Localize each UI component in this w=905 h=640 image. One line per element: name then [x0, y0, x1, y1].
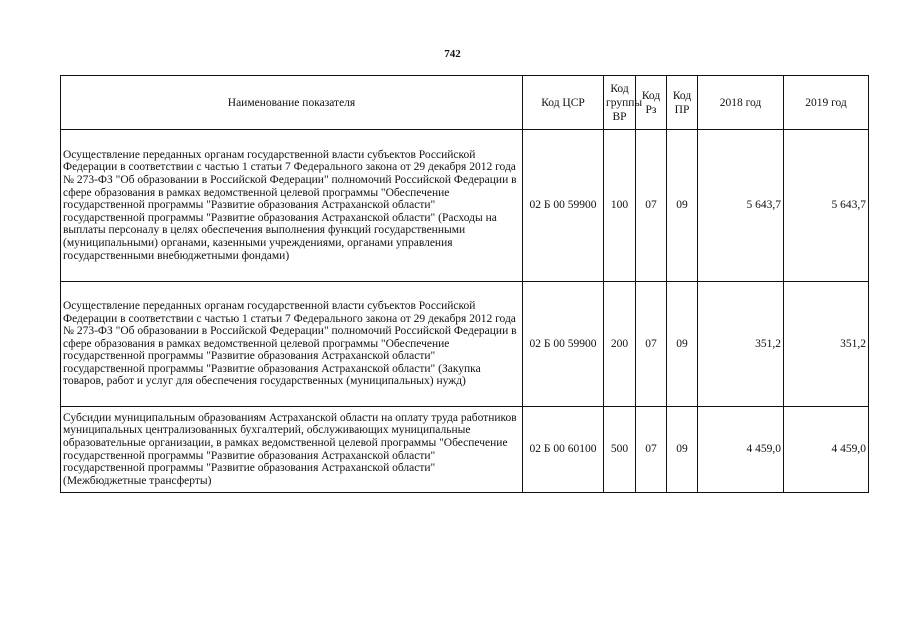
- header-name: Наименование показателя: [61, 76, 523, 130]
- row-pr-cell: 09: [667, 407, 698, 493]
- row-2019-cell: 351,2: [784, 282, 869, 407]
- row-name-cell: Осуществление переданных органам государственной власти субъектов Российской Федерации в соответствии с частью 1 статьи 7 Федерального закона от 29 декабря 2012 года № 273-ФЗ "Об образовании в Российской Федерации" полномочий Российской Федерации в сфере образования в рамках ведомственной целевой программы "Обеспечение государственной программы "Развитие образования Астраханской области" государственной программы "Развитие образования Астраханской области" (Расходы на выплаты персоналу в целях обеспечения выполнения функций государственными (муниципальными) органами, казенными учреждениями, органами управления государственными внебюджетными фондами): [61, 130, 523, 282]
- row-csr-cell: 02 Б 00 59900: [523, 130, 604, 282]
- header-2018: 2018 год: [698, 76, 784, 130]
- table-row: [61, 282, 869, 407]
- row-pr-cell: 09: [667, 282, 698, 407]
- row-2018-cell: 351,2: [698, 282, 784, 407]
- row-rz-cell: 07: [636, 130, 667, 282]
- row-vr-cell: 100: [604, 130, 636, 282]
- row-csr-cell: 02 Б 00 59900: [523, 282, 604, 407]
- row-2019-cell: 5 643,7: [784, 130, 869, 282]
- row-2018-cell: 5 643,7: [698, 130, 784, 282]
- budget-table: [60, 75, 869, 493]
- header-pr: Код ПР: [667, 76, 698, 130]
- table-row: [61, 130, 869, 282]
- header-csr: Код ЦСР: [523, 76, 604, 130]
- row-vr-cell: 500: [604, 407, 636, 493]
- page-number: 742: [444, 48, 461, 60]
- table-header-row: [61, 76, 869, 130]
- header-2019: 2019 год: [784, 76, 869, 130]
- row-pr-cell: 09: [667, 130, 698, 282]
- header-rz: Код Рз: [636, 76, 667, 130]
- row-rz-cell: 07: [636, 407, 667, 493]
- row-2019-cell: 4 459,0: [784, 407, 869, 493]
- row-rz-cell: 07: [636, 282, 667, 407]
- row-vr-cell: 200: [604, 282, 636, 407]
- table-row: [61, 407, 869, 493]
- row-2018-cell: 4 459,0: [698, 407, 784, 493]
- row-csr-cell: 02 Б 00 60100: [523, 407, 604, 493]
- row-name-cell: Осуществление переданных органам государственной власти субъектов Российской Федерации в соответствии с частью 1 статьи 7 Федерального закона от 29 декабря 2012 года № 273-ФЗ "Об образовании в Российской Федерации" полномочий Российской Федерации в сфере образования в рамках ведомственной целевой программы "Обеспечение государственной программы "Развитие образования Астраханской области" государственной программы "Развитие образования Астраханской области" (Закупка товаров, работ и услуг для обеспечения государственных (муниципальных) нужд): [61, 282, 523, 407]
- row-name-cell: Субсидии муниципальным образованиям Астраханской области на оплату труда работников муниципальных централизованных бухгалтерий, обслуживающих муниципальные образовательные организации, в рамках ведомственной целевой программы "Обеспечение государственной программы "Развитие образования Астраханской области" государственной программы "Развитие образования Астраханской области" (Межбюджетные трансферты): [61, 407, 523, 493]
- header-vr: Код группы ВР: [604, 76, 636, 130]
